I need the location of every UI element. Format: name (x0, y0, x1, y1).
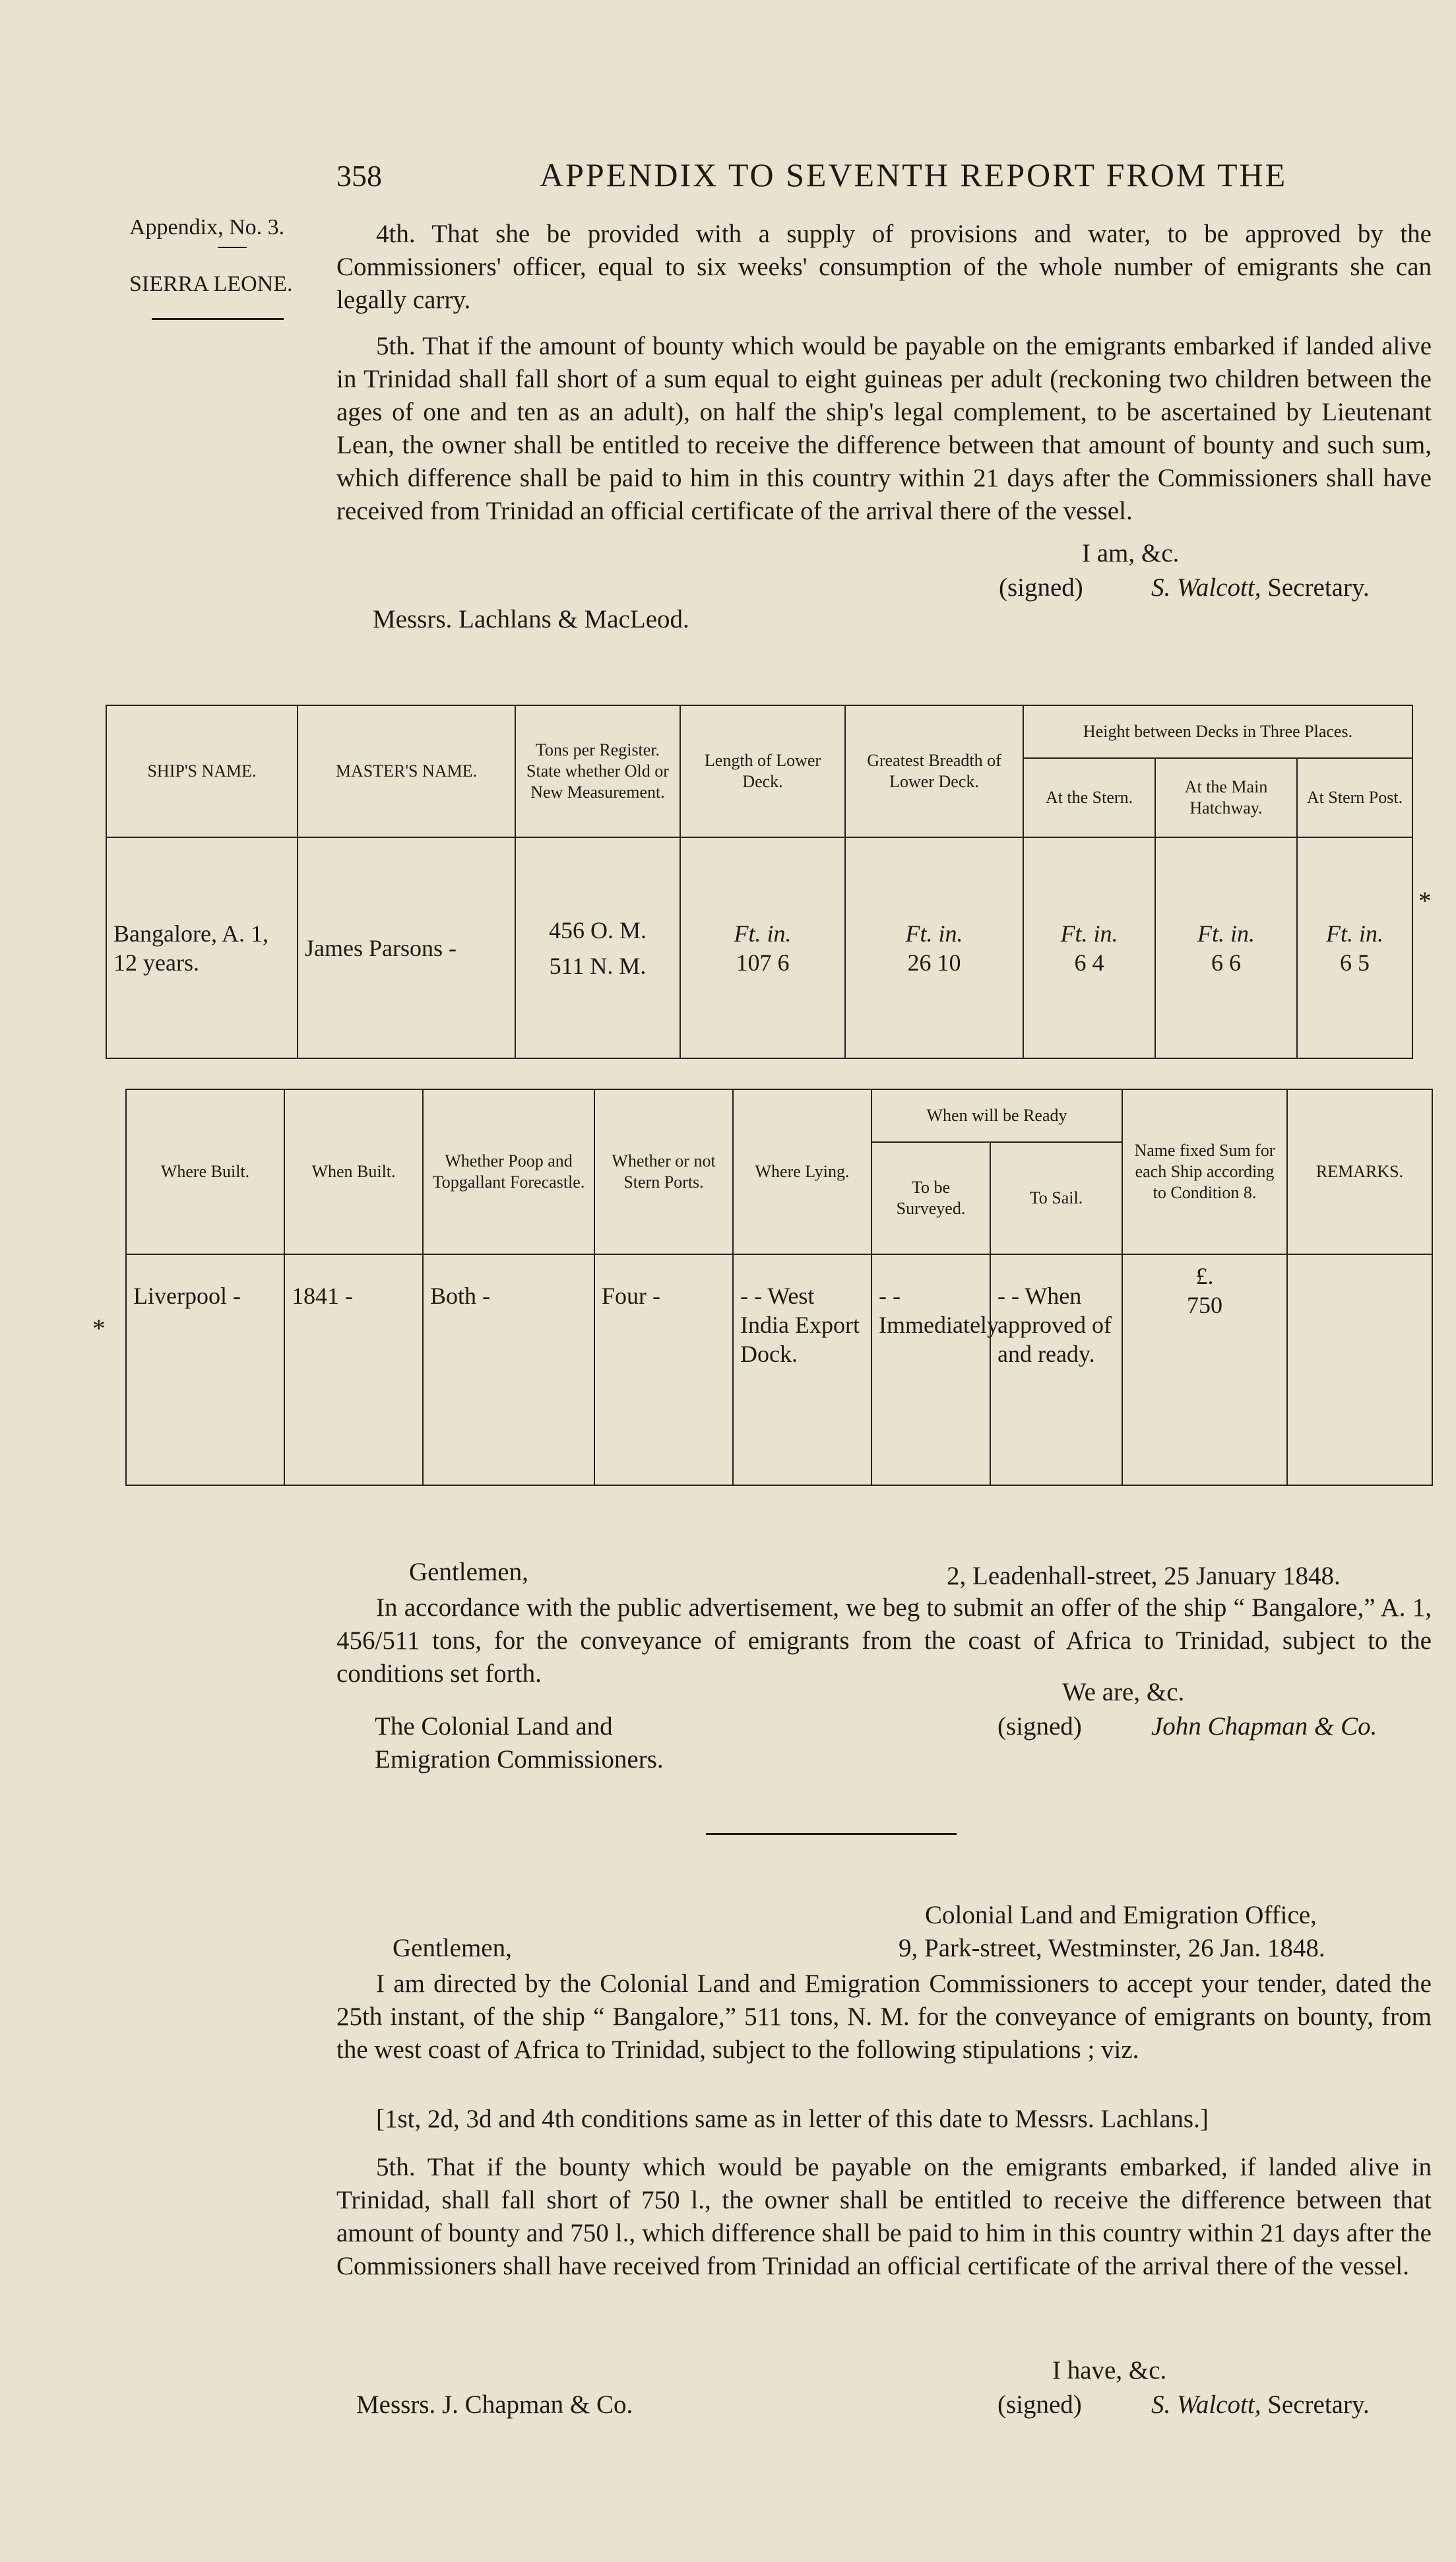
th-ship-name: SHIP'S NAME. (106, 705, 298, 837)
cell-breadth: Ft. in. 26 10 (845, 837, 1023, 1058)
letter3-address: 9, Park-street, Westminster, 26 Jan. 1848. (899, 1934, 1325, 1962)
th-main-hatchway: At the Main Hatchway. (1155, 758, 1297, 837)
letter3-body: I am directed by the Colonial Land and Emigration Commissioners to accept your tender, dated the 25th instant, of the ship “ Bangalore,” 511 tons, N. M. for the conveyance of emigrants on bounty, from the west coast of Africa to Trinidad, subject to the following stipulations ; viz. (336, 1970, 1432, 2064)
letter3-addressee: Messrs. J. Chapman & Co. (356, 2390, 633, 2419)
letter1-para4: 4th. That she be provided with a supply of provisions and water, to be approved by the Commissioners' officer, equal to six weeks' consumption of the whole number of emigrants she can legally carry. (336, 220, 1432, 314)
margin-rule (152, 318, 284, 320)
th-master-name: MASTER'S NAME. (298, 705, 515, 837)
cell-length: Ft. in. 107 6 (680, 837, 845, 1058)
th-tons: Tons per Register. State whether Old or New Measurement. (515, 705, 680, 837)
th-where-built: Where Built. (126, 1089, 284, 1254)
th-poop: Whether Poop and Topgallant Forecastle. (423, 1089, 594, 1254)
th-to-sail: To Sail. (990, 1142, 1122, 1254)
letter1-signed: (signed) (999, 573, 1083, 602)
letter1-closing: I am, &c. (1082, 539, 1180, 567)
margin-appendix: Appendix, No. 3. (129, 215, 285, 240)
letter3-para5: 5th. That if the bounty which would be payable on the emigrants embarked, if landed alive in Trinidad, shall fall short of 750 l., the owner shall be entitled to receive the difference between that amount of bounty and 750 l., which difference shall be paid to him in this country within 21 days after the Commissioners shall have received from Trinidad an official certificate of the arrival there of the vessel. (336, 2153, 1432, 2280)
th-stern-ports: Whether or not Stern Ports. (594, 1089, 733, 1254)
cell-where-built: Liverpool - (126, 1254, 284, 1485)
ship-table-part1 (106, 705, 1413, 1059)
letter2-addressee-1: The Colonial Land and (375, 1712, 613, 1741)
ship-table-part2 (125, 1089, 1433, 1486)
letter2-addressee-2: Emigration Commissioners. (375, 1745, 664, 1774)
letter2-closing: We are, &c. (1062, 1678, 1185, 1706)
table1-mark: * (1418, 887, 1432, 915)
cell-sternpost: Ft. in. 6 5 (1297, 837, 1412, 1058)
table2-mark: * (92, 1314, 106, 1343)
letter3-salutation: Gentlemen, (393, 1934, 512, 1962)
margin-place: SIERRA LEONE. (129, 272, 293, 296)
letter3-signed: (signed) (997, 2390, 1082, 2419)
letter2-signer: John Chapman & Co. (1151, 1712, 1377, 1741)
margin-dash (218, 247, 247, 248)
cell-stern: Ft. in. 6 4 (1023, 837, 1155, 1058)
th-stern-post: At Stern Post. (1297, 758, 1412, 837)
th-surveyed: To be Surveyed. (871, 1142, 990, 1254)
section-divider (706, 1833, 957, 1835)
letter3-office: Colonial Land and Emigration Office, (925, 1901, 1317, 1929)
cell-surveyed: - - Immediately. (871, 1254, 990, 1485)
cell-ship: Bangalore, A. 1, 12 years. (106, 837, 298, 1058)
th-when-built: When Built. (284, 1089, 423, 1254)
letter2-salutation: Gentlemen, (409, 1558, 528, 1586)
th-at-stern: At the Stern. (1023, 758, 1155, 837)
th-where-lying: Where Lying. (733, 1089, 871, 1254)
cell-lying: - - West India Export Dock. (733, 1254, 871, 1485)
cell-when-built: 1841 - (284, 1254, 423, 1485)
cell-tons: 456 O. M. 511 N. M. (515, 837, 680, 1058)
cell-main: Ft. in. 6 6 (1155, 837, 1297, 1058)
letter3-signer: S. Walcott, Secretary. (1151, 2390, 1370, 2419)
running-header: APPENDIX TO SEVENTH REPORT FROM THE (540, 156, 1288, 193)
cell-sail: - - When approved of and ready. (990, 1254, 1122, 1485)
cell-fixed-sum: £. 750 (1122, 1254, 1287, 1485)
cell-remarks (1287, 1254, 1432, 1485)
cell-ports: Four - (594, 1254, 733, 1485)
letter2-signed: (signed) (997, 1712, 1082, 1741)
letter2-address: 2, Leadenhall-street, 25 January 1848. (947, 1562, 1341, 1590)
letter2-body: In accordance with the public advertisement, we beg to submit an offer of the ship “ Bangalore,” A. 1, 456/511 tons, for the conveyance of emigrants from the coast of Africa to Trinidad, subject to the conditions set forth. (336, 1593, 1432, 1688)
th-height-group: Height between Decks in Three Places. (1023, 705, 1412, 758)
th-ready-group: When will be Ready (871, 1089, 1122, 1142)
cell-master: James Parsons - (298, 837, 515, 1058)
th-length: Length of Lower Deck. (680, 705, 845, 837)
letter1-para5: 5th. That if the amount of bounty which would be payable on the emigrants embarked if landed alive in Trinidad shall fall short of a sum equal to eight guineas per adult (reckoning two children between the ages of one and ten as an adult), on half the ship's legal complement, to be ascertained by Lieutenant Lean, the owner shall be entitled to receive the difference between that amount of bounty and such sum, which difference shall be paid to him in this country within 21 days after the Commissioners shall have received from Trinidad an official certificate of the arrival there of the vessel. (336, 332, 1432, 525)
th-breadth: Greatest Breadth of Lower Deck. (845, 705, 1023, 837)
page-number: 358 (336, 159, 382, 193)
letter1-signer: S. Walcott, Secretary. (1151, 573, 1370, 602)
letter3-closing: I have, &c. (1052, 2356, 1167, 2385)
cell-poop: Both - (423, 1254, 594, 1485)
th-fixed-sum: Name fixed Sum for each Ship according to Condition 8. (1122, 1089, 1287, 1254)
th-remarks: REMARKS. (1287, 1089, 1432, 1254)
letter3-conditions: [1st, 2d, 3d and 4th conditions same as in letter of this date to Messrs. Lachlans.] (376, 2105, 1209, 2133)
letter1-addressee: Messrs. Lachlans & MacLeod. (373, 605, 689, 633)
